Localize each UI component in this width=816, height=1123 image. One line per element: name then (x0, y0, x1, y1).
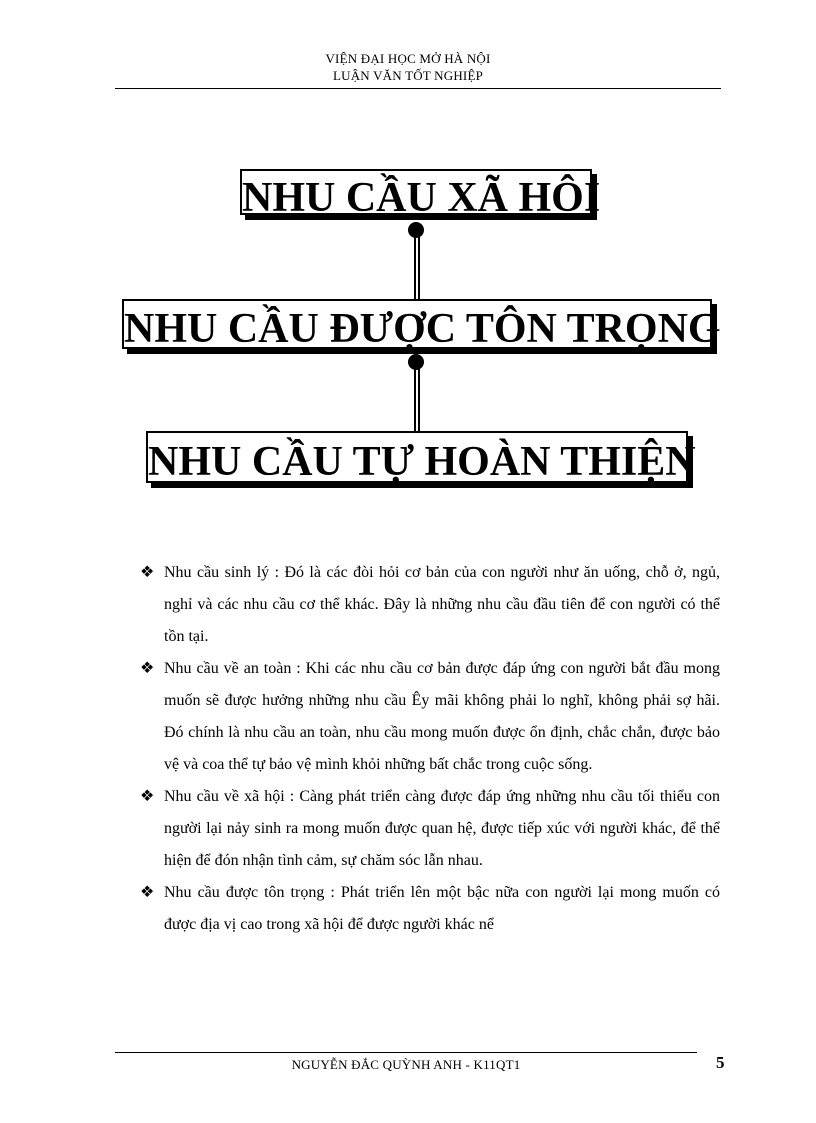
diamond-bullet-icon: ❖ (140, 564, 155, 581)
header-document-type: LUẬN VĂN TỐT NGHIỆP (332, 68, 484, 83)
list-item (140, 781, 720, 877)
header-divider (115, 88, 721, 89)
diagram-box-self-actualization: NHU CẦU TỰ HOÀN THIỆN (146, 431, 688, 483)
footer-divider (115, 1052, 697, 1053)
needs-list (140, 557, 720, 941)
list-item-text: Nhu cầu sinh lý : Đó là các đòi hỏi cơ bản của con người như ăn uống, chỗ ở, ngủ, nghỉ và các nhu cầu cơ thể khác. Đây là những nhu cầu đầu tiên để con người có thể tồn tại. (164, 564, 720, 645)
list-item-text: Nhu cầu về an toàn : Khi các nhu cầu cơ bản được đáp ứng con người bắt đầu mong muốn sẽ được hưởng những nhu cầu Êy mãi không phải lo nghĩ, không phải sợ hãi. Đó chính là nhu cầu an toàn, nhu cầu mong muốn được ổn định, chắc chắn, được bảo vệ và coa thể tự bảo vệ mình khỏi những bất chắc trong cuộc sống. (164, 660, 720, 773)
page-number: 5 (716, 1053, 725, 1072)
header-institution: VIỆN ĐẠI HỌC MỞ HÀ NỘI (325, 51, 491, 66)
list-item-text: Nhu cầu được tôn trọng : Phát triển lên một bậc nữa con người lại mong muốn có được địa vị cao trong xã hội để được người khác nể (164, 884, 720, 933)
diamond-bullet-icon: ❖ (140, 660, 155, 677)
list-item (140, 877, 720, 941)
diamond-bullet-icon: ❖ (140, 788, 155, 805)
list-item (140, 653, 720, 781)
diagram-box-esteem-needs: NHU CẦU ĐƯỢC TÔN TRỌNG (122, 299, 712, 349)
list-item-text: Nhu cầu về xã hội : Càng phát triển càng được đáp ứng những nhu cầu tối thiểu con người lại nảy sinh ra mong muốn được quan hệ, được tiếp xúc với người khác, để thể hiện để đón nhận tình cảm, sự chăm sóc lẫn nhau. (164, 788, 720, 869)
page-header (0, 50, 816, 84)
list-item (140, 557, 720, 653)
footer-author: NGUYỄN ĐẮC QUỲNH ANH - K11QT1 (291, 1057, 521, 1072)
diagram-box-social-needs: NHU CẦU XÃ HỘI (240, 169, 592, 215)
diamond-bullet-icon: ❖ (140, 884, 155, 901)
